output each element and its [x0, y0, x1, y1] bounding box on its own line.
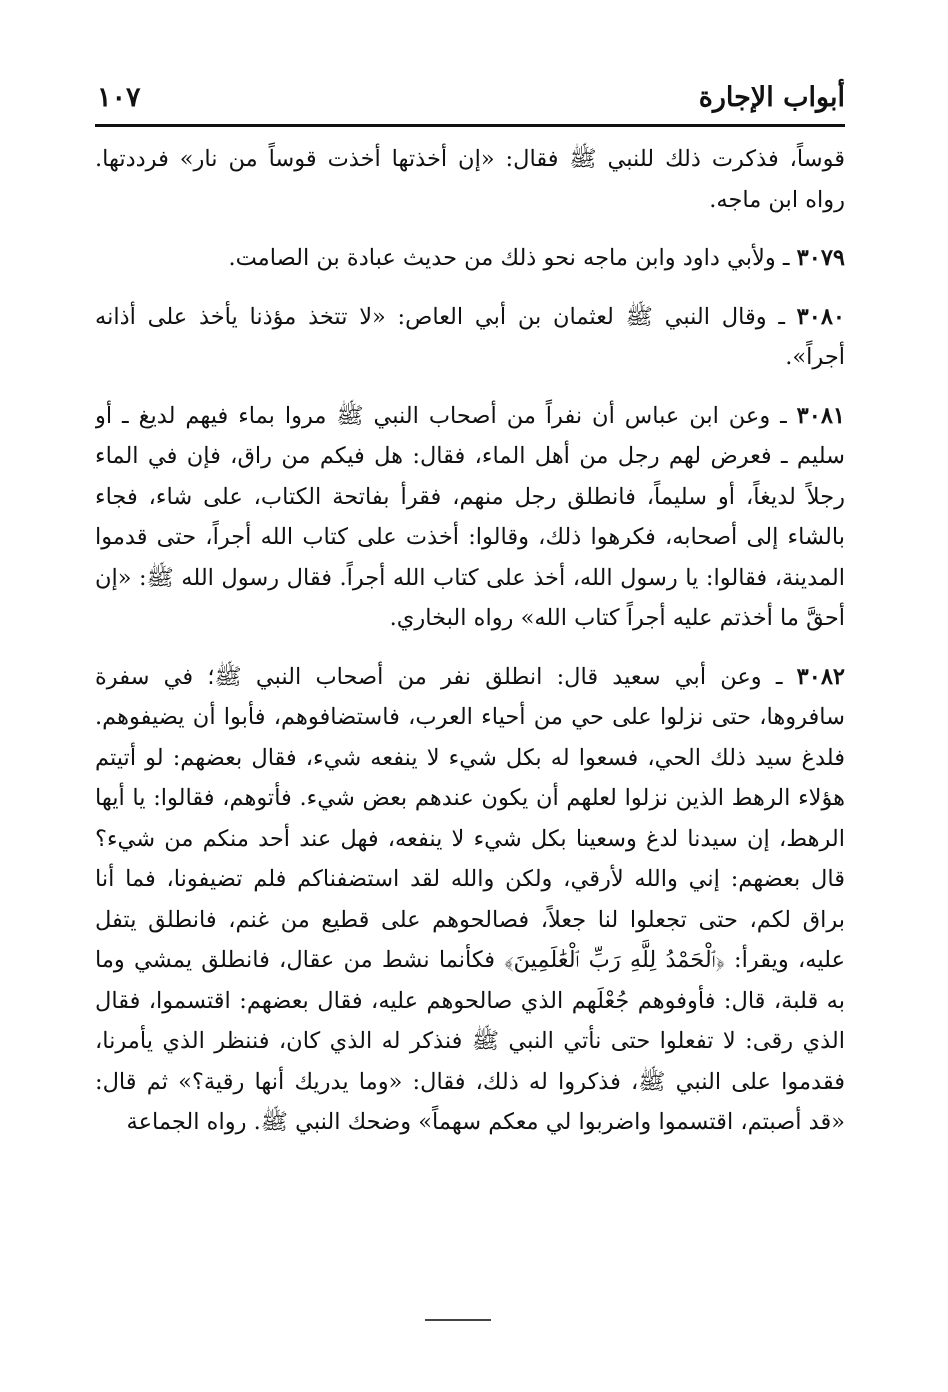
hadith-paragraph-3079: [95, 238, 845, 279]
page-header: [95, 78, 845, 127]
hadith-paragraph-3080: [95, 297, 845, 378]
footnote-divider: [425, 1319, 491, 1321]
hadith-number: ٣٠٨٢: [796, 663, 845, 690]
hadith-paragraph-3081: [95, 396, 845, 639]
paragraph-text: قوساً، فذكرت ذلك للنبي ﷺ فقال: «إن أخذتها أخذت قوساً من نار» فرددتها. رواه ابن ماجه.: [95, 146, 845, 213]
paragraph-text: ـ ولأبي داود وابن ماجه نحو ذلك من حديث عبادة بن الصامت.: [228, 245, 797, 271]
page-number: ١٠٧: [97, 82, 141, 113]
paragraph-continuation: [95, 139, 845, 220]
paragraph-text: ـ وعن ابن عباس أن نفراً من أصحاب النبي ﷺ مروا بماء فيهم لديغ ـ أو سليم ـ فعرض لهم رجل من أهل الماء، فقال: هل فيكم من راق، فإن في الماء رجلاً لديغاً، أو سليماً، فانطلق رجل منهم، فقرأ بفاتحة الكتاب، على شاء، فجاء بالشاء إلى أصحابه، فكرهوا ذلك، وقالوا: أخذت على كتاب الله أجراً، حتى قدموا المدينة، فقالوا: يا رسول الله، أخذ على كتاب الله أجراً. فقال رسول الله ﷺ: «إن أحقَّ ما أخذتم عليه أجراً كتاب الله» رواه البخاري.: [95, 402, 845, 631]
hadith-number: ٣٠٨١: [796, 402, 845, 429]
paragraph-text: ـ وعن أبي سعيد قال: انطلق نفر من أصحاب النبي ﷺ؛ في سفرة سافروها، حتى نزلوا على حي من أحياء العرب، فاستضافوهم، فأبوا أن يضيفوهم. فلدغ سيد ذلك الحي، فسعوا له بكل شيء لا ينفعه شيء، فقال بعضهم: لو أتيتم هؤلاء الرهط الذين نزلوا لعلهم أن يكون عندهم بعض شيء. فأتوهم، فقالوا: يا أيها الرهط، إن سيدنا لدغ وسعينا بكل شيء لا ينفعه، فهل عند أحد منكم من شيء؟ قال بعضهم: إني والله لأرقي، ولكن والله لقد استضفناكم فلم تضيفونا، فما أنا براق لكم، حتى تجعلوا لنا جعلاً، فصالحوهم على قطيع من غنم، فانطلق يتفل عليه، ويقرأ: ﴿ٱلْحَمْدُ لِلَّهِ رَبِّ ٱلْعَٰلَمِينَ﴾ فكأنما نشط من عقال، فانطلق يمشي وما به قلبة، قال: فأوفوهم جُعْلَهم الذي صالحوهم عليه، فقال بعضهم: اقتسموا، فقال الذي رقى: لا تفعلوا حتى نأتي النبي ﷺ فنذكر له الذي كان، فننظر الذي يأمرنا، فقدموا على النبي ﷺ، فذكروا له ذلك، فقال: «وما يدريك أنها رقية؟» ثم قال: «قد أصبتم، اقتسموا واضربوا لي معكم سهماً» وضحك النبي ﷺ. رواه الجماعة: [95, 663, 845, 1135]
hadith-number: ٣٠٧٩: [796, 245, 845, 271]
paragraph-text: ـ وقال النبي ﷺ لعثمان بن أبي العاص: «لا تتخذ مؤذنا يأخذ على أذانه أجراً».: [95, 303, 845, 370]
document-page: [95, 78, 845, 1368]
hadith-paragraph-3082: [95, 657, 845, 1143]
body-text: [95, 139, 845, 1143]
chapter-title: أبواب الإجارة: [698, 82, 845, 113]
hadith-number: ٣٠٨٠: [796, 303, 845, 330]
